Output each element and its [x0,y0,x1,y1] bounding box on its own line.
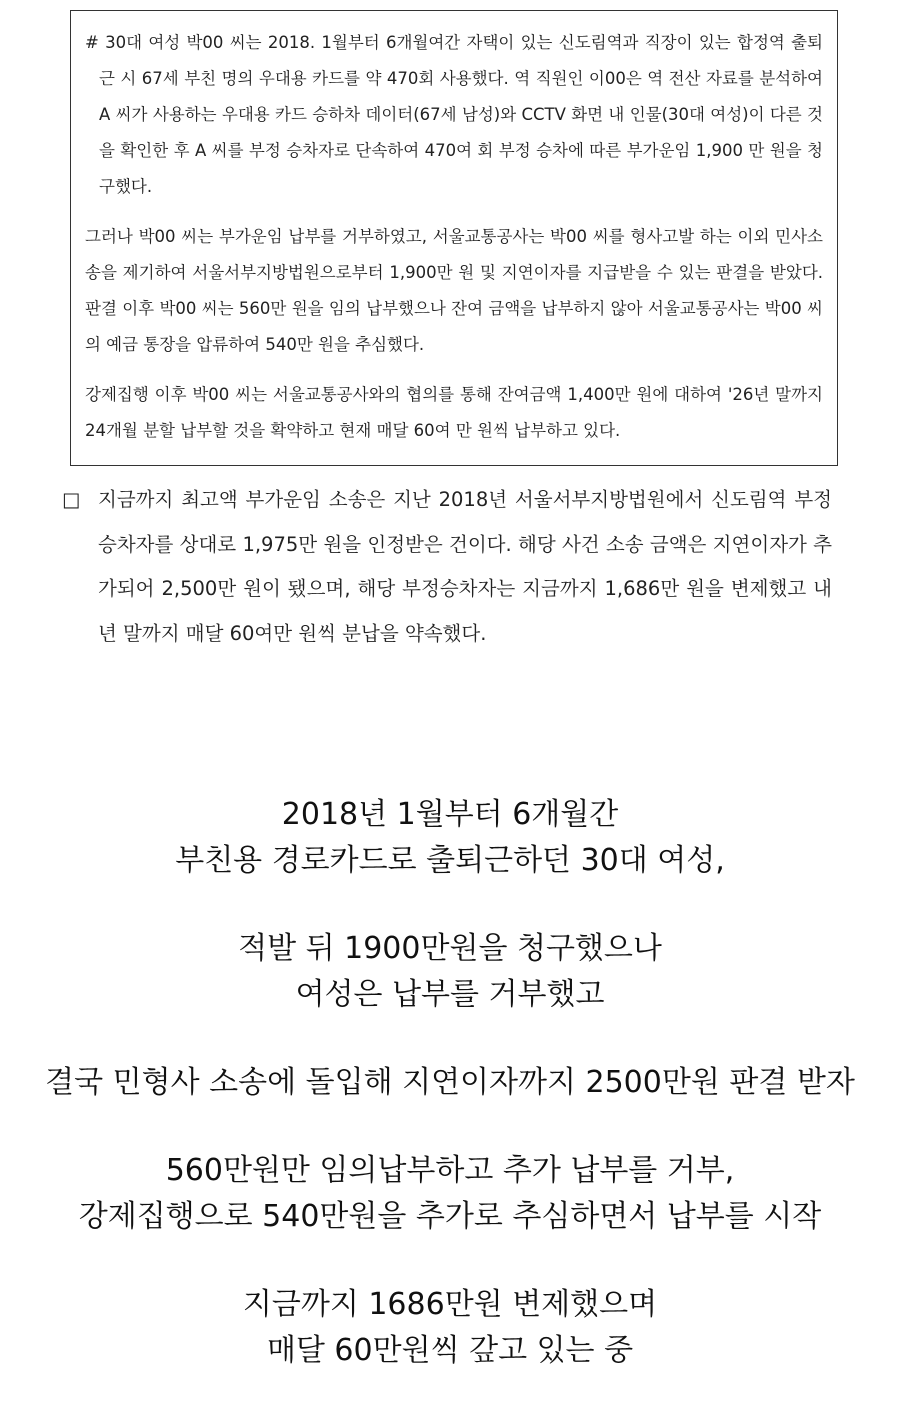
summary-block-3 [20,1060,880,1106]
hash-marker: # [85,33,106,52]
bullet-text: 지금까지 최고액 부가운임 소송은 지난 2018년 서울서부지방법원에서 신도림역 부정승차자를 상대로 1,975만 원을 인정받은 건이다. 해당 사건 소송 금액은 지연이자가 추가되어 2,500만 원이 됐으며, 해당 부정승차자는 지금까지 1,686만 원을 변제했고 내년 말까지 매달 60여만 원씩 분납을 약속했다. [98,488,832,645]
summary-line: 여성은 납부를 거부했고 [295,977,605,1012]
summary-line: 560만원만 임의납부하고 추가 납부를 거부, [165,1153,735,1188]
summary-block-5 [20,1282,880,1374]
summary-line: 적발 뒤 1900만원을 청구했으나 [238,931,662,966]
summary-block-2 [20,926,880,1018]
excerpt-paragraph-1-text: 30대 여성 박00 씨는 2018. 1월부터 6개월여간 자택이 있는 신도림역과 직장이 있는 합정역 출퇴근 시 67세 부친 명의 우대용 카드를 약 470회 사용했다. 역 직원인 이00은 역 전산 자료를 분석하여 A 씨가 사용하는 우대용 카드 승하차 데이터(67세 남성)와 CCTV 화면 내 인물(30대 여성)이 다른 것을 확인한 후 A 씨를 부정 승차자로 단속하여 470여 회 부정 승차에 따른 부가운임 1,900 만 원을 청구했다. [99,33,823,196]
summary-block-4 [20,1148,880,1240]
summary-block-1 [20,792,880,884]
checkbox-bullet-icon: □ [62,488,81,511]
summary-line: 결국 민형사 소송에 돌입해 지연이자까지 2500만원 판결 받자 [45,1065,855,1100]
bullet-paragraph [62,478,832,656]
excerpt-paragraph-3: 강제집행 이후 박00 씨는 서울교통공사와의 협의를 통해 잔여금액 1,400만 원에 대하여 '26년 말까지 24개월 분할 납부할 것을 확약하고 현재 매달 60여 만 원씩 납부하고 있다. [85,385,823,440]
news-excerpt-box [70,10,838,466]
summary-line: 매달 60만원씩 갚고 있는 중 [266,1333,634,1368]
summary-line: 지금까지 1686만원 변제했으며 [242,1287,658,1322]
summary-caption [20,792,880,1416]
summary-line: 부친용 경로카드로 출퇴근하던 30대 여성, [175,843,725,878]
excerpt-paragraph-2: 그러나 박00 씨는 부가운임 납부를 거부하였고, 서울교통공사는 박00 씨를 형사고발 하는 이외 민사소송을 제기하여 서울서부지방법원으로부터 1,900만 원 및 지연이자를 지급받을 수 있는 판결을 받았다. 판결 이후 박00 씨는 560만 원을 임의 납부했으나 잔여 금액을 납부하지 않아 서울교통공사는 박00 씨의 예금 통장을 압류하여 540만 원을 추심했다. [85,227,823,354]
summary-line: 2018년 1월부터 6개월간 [281,797,619,832]
excerpt-paragraph-1 [85,25,823,205]
summary-line: 강제집행으로 540만원을 추가로 추심하면서 납부를 시작 [78,1199,822,1234]
